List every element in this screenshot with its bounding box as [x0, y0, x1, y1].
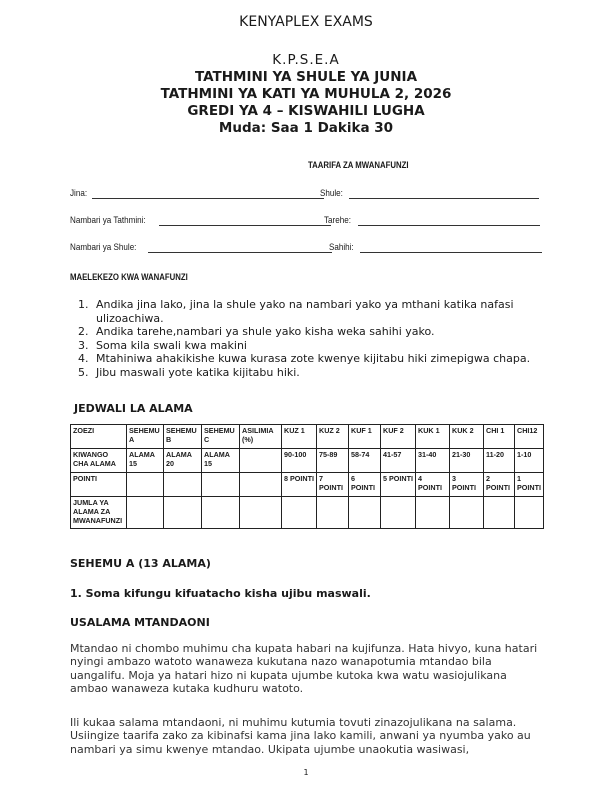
- date-label: Tarehe:: [324, 215, 351, 226]
- score-input-cell[interactable]: [381, 497, 416, 529]
- table-row: [71, 497, 544, 529]
- score-input-cell[interactable]: [240, 473, 282, 497]
- table-cell: SEHEMU B: [164, 425, 202, 449]
- table-cell: JUMLA YA ALAMA ZA MWANAFUNZI: [71, 497, 127, 529]
- instruction-item: 1. Andika jina lako, jina la shule yako na nambari yako ya mthani katika nafasi ulizoachiwa.: [92, 298, 562, 325]
- table-cell: 8 POINTI: [282, 473, 317, 497]
- table-cell: 4 POINTI: [416, 473, 450, 497]
- table-cell: KUK 1: [416, 425, 450, 449]
- score-input-cell[interactable]: [202, 497, 240, 529]
- score-input-cell[interactable]: [240, 497, 282, 529]
- exam-level: TATHMINI YA SHULE YA JUNIA: [194, 69, 418, 85]
- score-input-cell[interactable]: [416, 497, 450, 529]
- score-input-cell[interactable]: [317, 497, 349, 529]
- score-input-cell[interactable]: [349, 497, 381, 529]
- table-cell: 21-30: [450, 449, 484, 473]
- table-cell: KUF 2: [381, 425, 416, 449]
- table-cell: CHI 1: [484, 425, 515, 449]
- passage-paragraph-1: Mtandao ni chombo muhimu cha kupata habari na kujifunza. Hata hivyo, kuna hatari nyingi ambazo watoto wanaweza kukutana nazo wanapotumia mtandao bila uangalifu. Moja ya hatari hizo ni kupata ujumbe kutoka kwa watu wasiojulikana ambao wanaweza kutaka kudhuru watoto.: [70, 642, 538, 696]
- school-number-label: Nambari ya Shule:: [70, 242, 137, 253]
- score-input-cell[interactable]: [164, 473, 202, 497]
- score-input-cell[interactable]: [484, 497, 515, 529]
- assessment-number-line[interactable]: [159, 214, 331, 226]
- table-cell: KUK 2: [450, 425, 484, 449]
- passage-title: USALAMA MTANDAONI: [70, 616, 210, 629]
- instruction-item: 2. Andika tarehe,nambari ya shule yako kisha weka sahihi yako.: [92, 325, 562, 339]
- page-number: 1: [303, 768, 309, 777]
- student-info-title: TAARIFA ZA MWANAFUNZI: [308, 160, 409, 171]
- name-line[interactable]: [92, 187, 324, 199]
- table-cell: 1 POINTI: [515, 473, 544, 497]
- brand-title: KENYAPLEX EXAMS: [239, 14, 373, 30]
- school-number-line[interactable]: [148, 241, 332, 253]
- table-cell: 3 POINTI: [450, 473, 484, 497]
- exam-code: K.P.S.E.A: [272, 52, 340, 68]
- name-field[interactable]: [70, 187, 324, 199]
- exam-header: [0, 52, 612, 137]
- row-name-school: [70, 187, 540, 201]
- section-a-title: SEHEMU A (13 ALAMA): [70, 557, 211, 570]
- table-cell: 41-57: [381, 449, 416, 473]
- table-cell: 6 POINTI: [349, 473, 381, 497]
- date-line[interactable]: [358, 214, 540, 226]
- table-row: [71, 449, 544, 473]
- table-cell: 5 POINTI: [381, 473, 416, 497]
- table-cell: POINTI: [71, 473, 127, 497]
- table-cell: CHI12: [515, 425, 544, 449]
- table-cell: KIWANGO CHA ALAMA: [71, 449, 127, 473]
- exam-subject: GREDI YA 4 – KISWAHILI LUGHA: [187, 103, 425, 119]
- school-label: Shule:: [320, 188, 343, 199]
- passage-paragraph-2: Ili kukaa salama mtandaoni, ni muhimu kutumia tovuti zinazojulikana na salama. Usiingize taarifa zako za kibinafsi kama jina lako kamili, anwani ya nyumba yako au nambari ya simu kwenye mtandao. Ukipata ujumbe unaokutia wasiwasi,: [70, 716, 531, 756]
- instructions-list: [70, 298, 562, 380]
- exam-duration: Muda: Saa 1 Dakika 30: [218, 120, 394, 136]
- table-cell: 31-40: [416, 449, 450, 473]
- table-cell: 2 POINTI: [484, 473, 515, 497]
- signature-label: Sahihi:: [329, 242, 354, 253]
- table-cell: 11-20: [484, 449, 515, 473]
- score-input-cell[interactable]: [127, 497, 164, 529]
- score-input-cell[interactable]: [282, 497, 317, 529]
- question-1: 1. Soma kifungu kifuatacho kisha ujibu maswali.: [70, 587, 371, 600]
- assessment-number-label: Nambari ya Tathmini:: [70, 215, 146, 226]
- score-table-header-row: [71, 425, 544, 449]
- row-assessment-date: [70, 214, 540, 228]
- table-cell: SEHEMU C: [202, 425, 240, 449]
- score-table: [70, 424, 544, 529]
- instruction-item: 4. Mtahiniwa ahakikishe kuwa kurasa zote kwenye kijitabu hiki zimepigwa chapa.: [92, 352, 562, 366]
- score-input-cell[interactable]: [202, 473, 240, 497]
- table-cell: 75-89: [317, 449, 349, 473]
- instruction-item: 3. Soma kila swali kwa makini: [92, 339, 562, 353]
- table-cell: KUZ 2: [317, 425, 349, 449]
- table-cell: ALAMA 15: [127, 449, 164, 473]
- row-school-number-signature: [70, 241, 540, 255]
- school-field[interactable]: [320, 187, 539, 199]
- table-cell: SEHEMU A: [127, 425, 164, 449]
- date-field[interactable]: [324, 214, 540, 226]
- table-cell: ASILIMIA (%): [240, 425, 282, 449]
- table-cell: 7 POINTI: [317, 473, 349, 497]
- signature-line[interactable]: [360, 241, 542, 253]
- signature-field[interactable]: [329, 241, 542, 253]
- table-cell: KUF 1: [349, 425, 381, 449]
- table-row: [71, 473, 544, 497]
- instruction-item: 5. Jibu maswali yote katika kijitabu hiki.: [92, 366, 562, 380]
- school-number-field[interactable]: [70, 241, 332, 253]
- score-table-title: JEDWALI LA ALAMA: [74, 402, 193, 415]
- score-input-cell[interactable]: [127, 473, 164, 497]
- table-cell: KUZ 1: [282, 425, 317, 449]
- score-input-cell[interactable]: [515, 497, 544, 529]
- score-input-cell[interactable]: [450, 497, 484, 529]
- table-cell: ZOEZI: [71, 425, 127, 449]
- table-cell: ALAMA 15: [202, 449, 240, 473]
- school-line[interactable]: [349, 187, 539, 199]
- table-cell: 90-100: [282, 449, 317, 473]
- table-cell: ALAMA 20: [164, 449, 202, 473]
- name-label: Jina:: [70, 188, 88, 199]
- table-cell: 58-74: [349, 449, 381, 473]
- score-input-cell[interactable]: [164, 497, 202, 529]
- table-cell: [240, 449, 282, 473]
- instructions-title: MAELEKEZO KWA WANAFUNZI: [70, 272, 188, 283]
- assessment-number-field[interactable]: [70, 214, 331, 226]
- exam-term: TATHMINI YA KATI YA MUHULA 2, 2026: [160, 86, 452, 102]
- table-cell: 1-10: [515, 449, 544, 473]
